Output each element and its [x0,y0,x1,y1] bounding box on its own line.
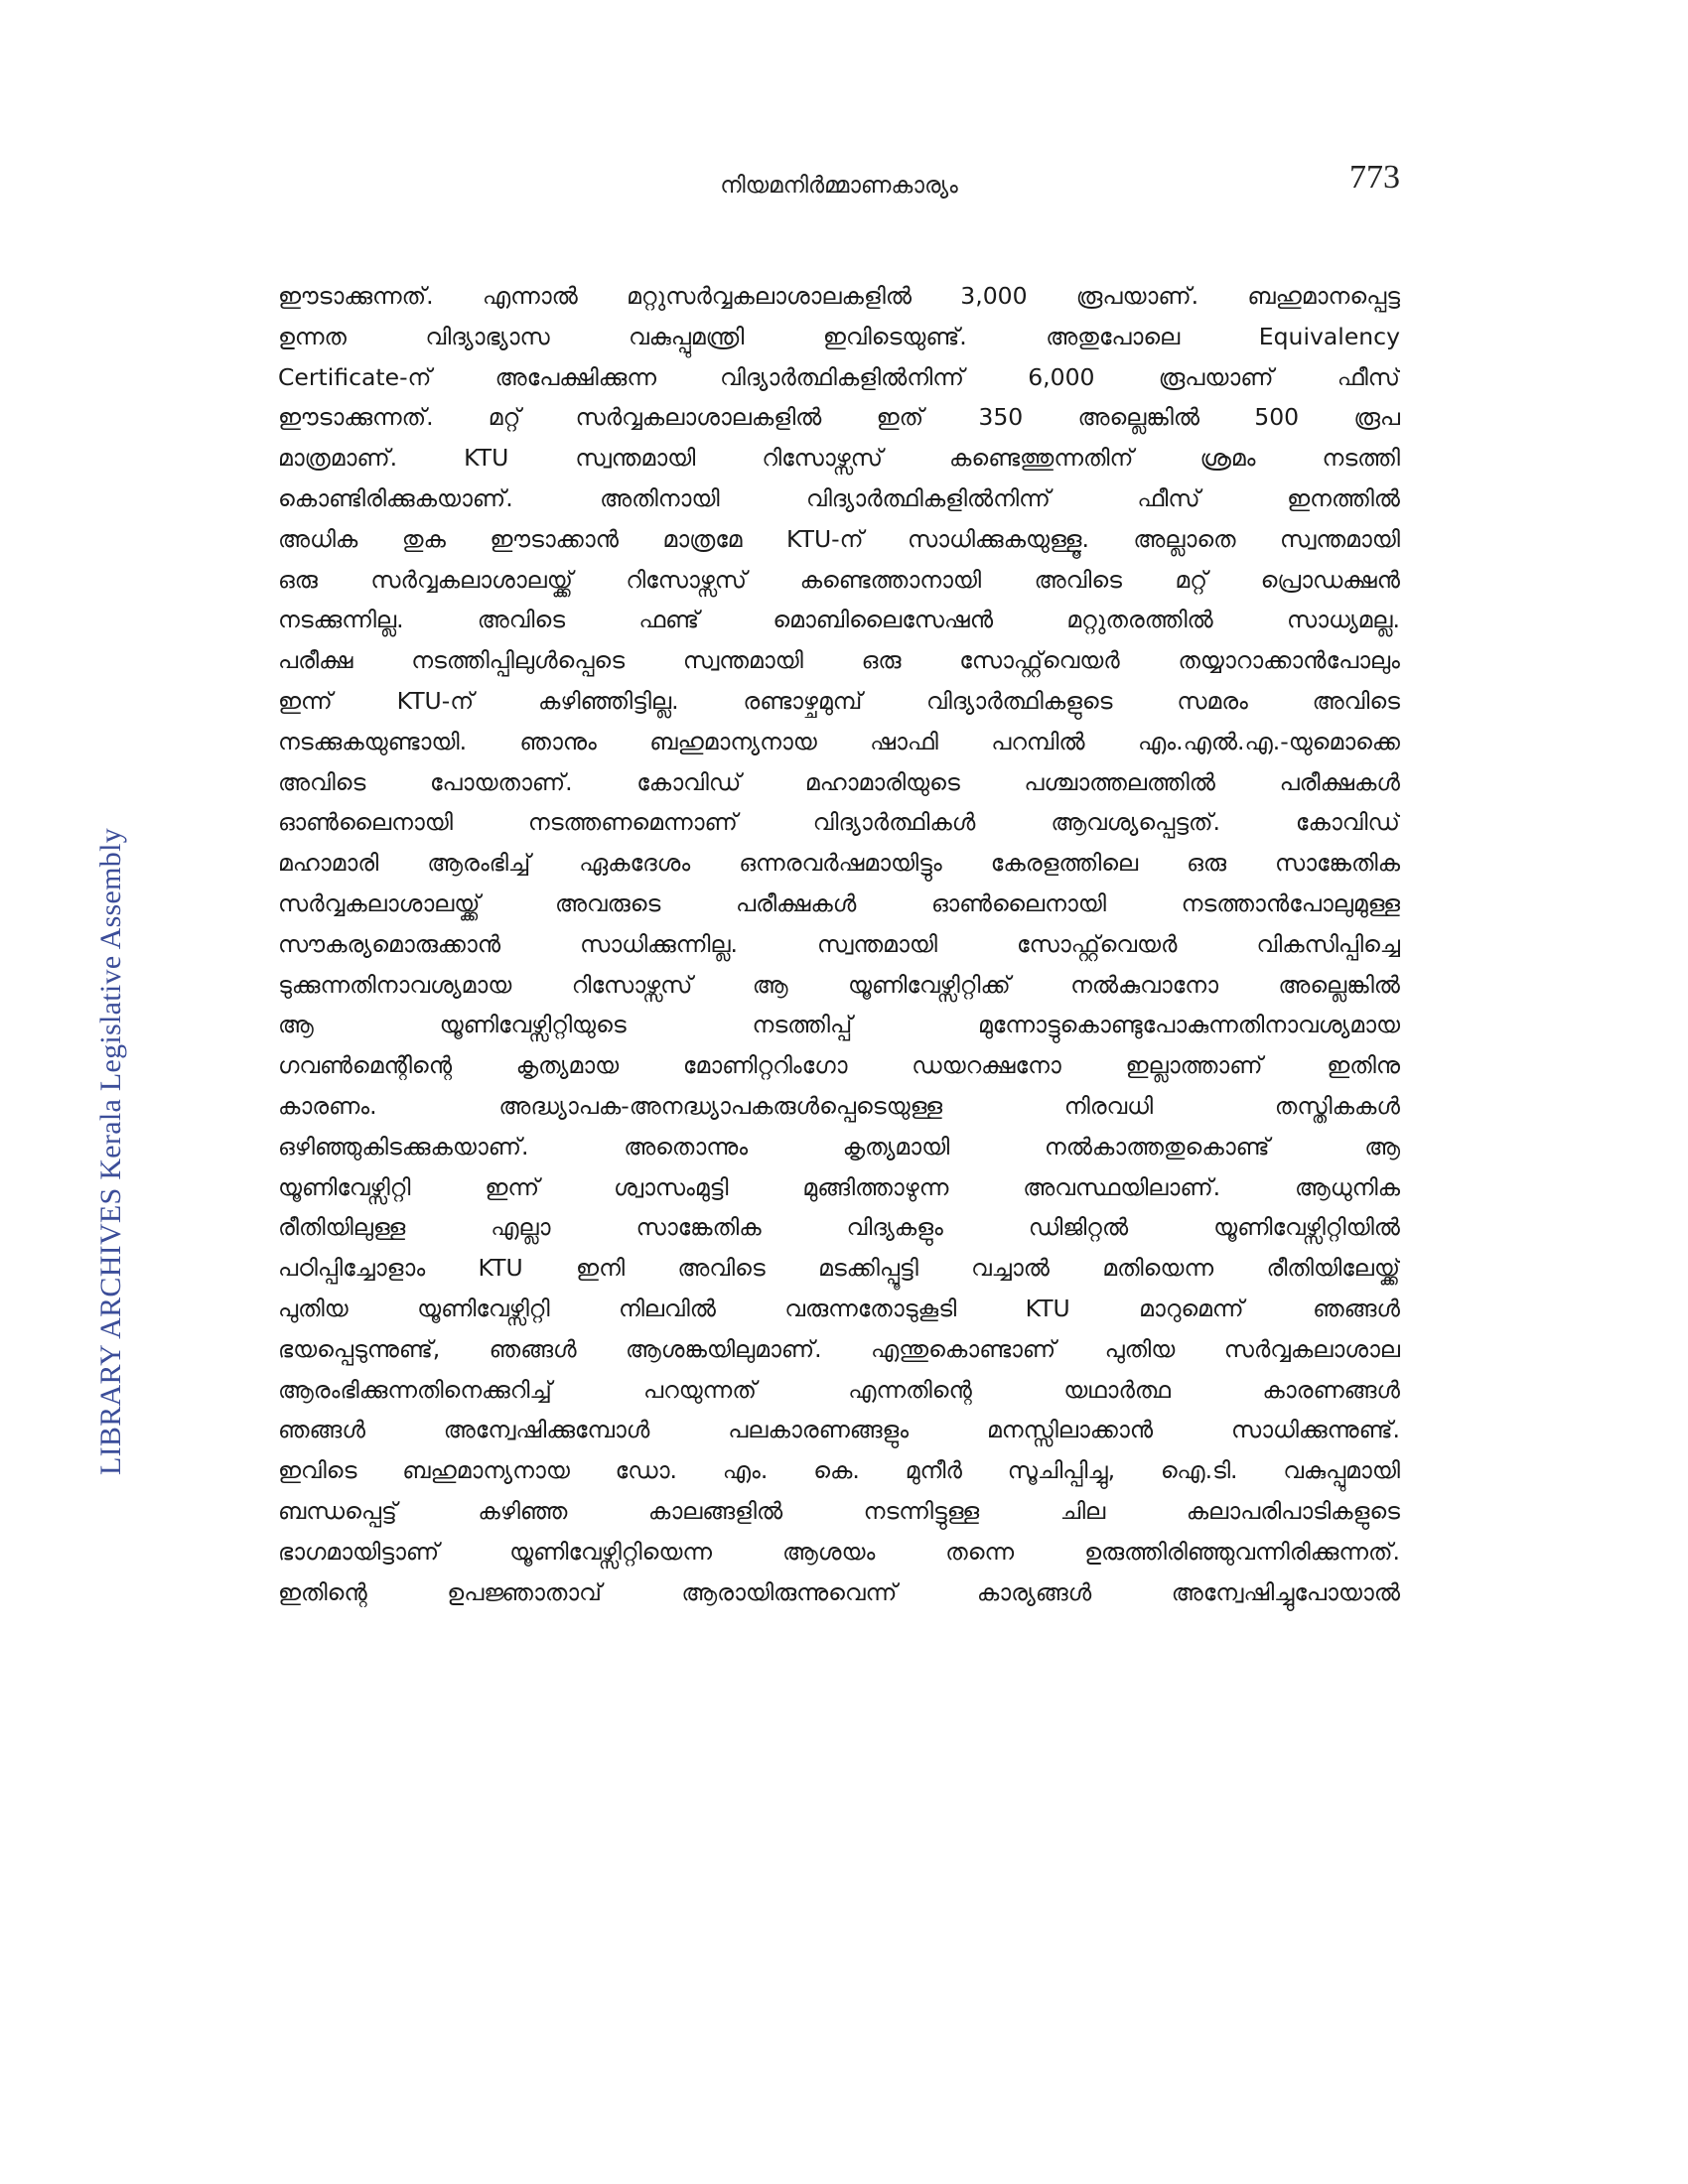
text-line: പരീക്ഷ നടത്തിപ്പിലുൾപ്പെടെ സ്വന്തമായി ഒരു സോഫ്റ്റ്‌വെയർ തയ്യാറാക്കാൻപോലും [278,646,1400,675]
text-line: ഞങ്ങൾ അന്വേഷിക്കുമ്പോൾ പലകാരണങ്ങളും മനസ്സിലാക്കാൻ സാധിക്കുന്നുണ്ട്. [278,1416,1400,1444]
text-line: ടുക്കുന്നതിനാവശ്യമായ റിസോഴ്സസ് ആ യൂണിവേഴ്സിറ്റിക്ക് നൽകുവാനോ അല്ലെങ്കിൽ [278,970,1400,999]
page-header [278,159,1400,208]
text-line: നടക്കുകയുണ്ടായി. ഞാനും ബഹുമാന്യനായ ഷാഫി പറമ്പിൽ എം.എൽ.എ.-യുമൊക്കെ [278,727,1400,755]
text-line: യൂണിവേഴ്സിറ്റി ഇന്ന് ശ്വാസംമുട്ടി മുങ്ങിത്താഴുന്ന അവസ്ഥയിലാണ്. ആധുനിക [278,1172,1400,1201]
text-line: കൊണ്ടിരിക്കുകയാണ്. അതിനായി വിദ്യാർത്ഥികളിൽനിന്ന് ഫീസ് ഇനത്തിൽ [278,483,1400,512]
text-line: പുതിയ യൂണിവേഴ്സിറ്റി നിലവിൽ വരുന്നതോടുകൂടി KTU മാറുമെന്ന് ഞങ്ങൾ [278,1294,1400,1322]
running-title: നിയമനിർമ്മാണകാര്യം [720,173,958,199]
text-line: അവിടെ പോയതാണ്. കോവിഡ് മഹാമാരിയുടെ പശ്ചാത്തലത്തിൽ പരീക്ഷകൾ [278,767,1400,796]
text-line: ഗവൺമെന്റിന്റെ കൃത്യമായ മോണിറ്ററിംഗോ ഡയറക്ഷനോ ഇല്ലാത്താണ് ഇതിനു [278,1051,1400,1080]
text-line: നടക്കുന്നില്ല. അവിടെ ഫണ്ട് മൊബിലൈസേഷൻ മറ്റുതരത്തിൽ സാധ്യമല്ല. [278,606,1400,634]
text-line: ആരംഭിക്കുന്നതിനെക്കുറിച്ച് പറയുന്നത് എന്നതിന്റെ യഥാർത്ഥ കാരണങ്ങൾ [278,1375,1400,1404]
text-line: ഉന്നത വിദ്യാഭ്യാസ വകുപ്പുമന്ത്രി ഇവിടെയുണ്ട്. അതുപോലെ Equivalency [278,322,1400,350]
text-line: ഈടാക്കുന്നത്. എന്നാൽ മറ്റുസർവ്വകലാശാലകളിൽ 3,000 രൂപയാണ്. ബഹുമാനപ്പെട്ട [278,282,1400,310]
text-line: ബന്ധപ്പെട്ട് കഴിഞ്ഞ കാലങ്ങളിൽ നടന്നിട്ടുള്ള ചില കലാപരിപാടികളുടെ [278,1496,1400,1525]
text-line: ഒഴിഞ്ഞുകിടക്കുകയാണ്. അതൊന്നും കൃത്യമായി നൽകാത്തതുകൊണ്ട് ആ [278,1132,1400,1160]
text-line: ഇതിന്റെ ഉപജ്ഞാതാവ് ആരായിരുന്നുവെന്ന് കാര്യങ്ങൾ അന്വേഷിച്ചുപോയാൽ [278,1577,1400,1606]
text-line: ഓൺലൈനായി നടത്തണമെന്നാണ് വിദ്യാർത്ഥികൾ ആവശ്യപ്പെട്ടത്. കോവിഡ് [278,808,1400,837]
text-line: ഈടാക്കുന്നത്. മറ്റ് സർവ്വകലാശാലകളിൽ ഇത് 350 അല്ലെങ്കിൽ 500 രൂപ [278,403,1400,432]
text-line: സൗകര്യമൊരുക്കാൻ സാധിക്കുന്നില്ല. സ്വന്തമായി സോഫ്റ്റ്‌വെയർ വികസിപ്പിച്ചെ [278,929,1400,958]
text-line: മാത്രമാണ്. KTU സ്വന്തമായി റിസോഴ്സസ് കണ്ടെത്തുന്നതിന് ശ്രമം നടത്തി [278,444,1400,473]
text-line: Certificate-ന് അപേക്ഷിക്കുന്ന വിദ്യാർത്ഥികളിൽനിന്ന് 6,000 രൂപയാണ് ഫീസ് [278,362,1400,391]
archive-watermark: LIBRARY ARCHIVES Kerala Legislative Assembly [94,827,127,1476]
text-line: മഹാമാരി ആരംഭിച്ച് ഏകദേശം ഒന്നരവർഷമായിട്ടും കേരളത്തിലെ ഒരു സാങ്കേതിക [278,849,1400,878]
text-line: ഇവിടെ ബഹുമാന്യനായ ഡോ. എം. കെ. മുനീർ സൂചിപ്പിച്ചു, ഐ.ടി. വകുപ്പുമായി [278,1456,1400,1485]
body-text [278,276,1400,2003]
text-line: പഠിപ്പിച്ചോളാം KTU ഇനി അവിടെ മടക്കിപ്പൂട്ടി വച്ചാൽ മതിയെന്ന രീതിയിലേയ്ക്ക് [278,1254,1400,1283]
text-line: ഭയപ്പെടുന്നുണ്ട്, ഞങ്ങൾ ആശങ്കയിലുമാണ്. എന്തുകൊണ്ടാണ് പുതിയ സർവ്വകലാശാല [278,1334,1400,1363]
page-number: 773 [1349,159,1400,196]
text-line: കാരണം. അദ്ധ്യാപക-അനദ്ധ്യാപകരുൾപ്പെടെയുള്ള നിരവധി തസ്തികകൾ [278,1091,1400,1120]
text-line: സർവ്വകലാശാലയ്ക്ക് അവരുടെ പരീക്ഷകൾ ഓൺലൈനായി നടത്താൻപോലുമുള്ള [278,888,1400,917]
text-line: അധിക തുക ഈടാക്കാൻ മാത്രമേ KTU-ന് സാധിക്കുകയുള്ളൂ. അല്ലാതെ സ്വന്തമായി [278,524,1400,553]
text-line: ആ യൂണിവേഴ്സിറ്റിയുടെ നടത്തിപ്പ് മുന്നോട്ടുകൊണ്ടുപോകുന്നതിനാവശ്യമായ [278,1011,1400,1039]
text-line: ഒരു സർവ്വകലാശാലയ്ക്ക് റിസോഴ്സസ് കണ്ടെത്താനായി അവിടെ മറ്റ് പ്രൊഡക്ഷൻ [278,565,1400,594]
text-line: ഇന്ന് KTU-ന് കഴിഞ്ഞിട്ടില്ല. രണ്ടാഴ്ചമുമ്പ് വിദ്യാർത്ഥികളുടെ സമരം അവിടെ [278,686,1400,715]
text-line: ഭാഗമായിട്ടാണ് യൂണിവേഴ്സിറ്റിയെന്ന ആശയം തന്നെ ഉരുത്തിരിഞ്ഞുവന്നിരിക്കുന്നത്. [278,1537,1400,1566]
text-line: രീതിയിലുള്ള എല്ലാ സാങ്കേതിക വിദ്യകളും ഡിജിറ്റൽ യൂണിവേഴ്സിറ്റിയിൽ [278,1213,1400,1242]
